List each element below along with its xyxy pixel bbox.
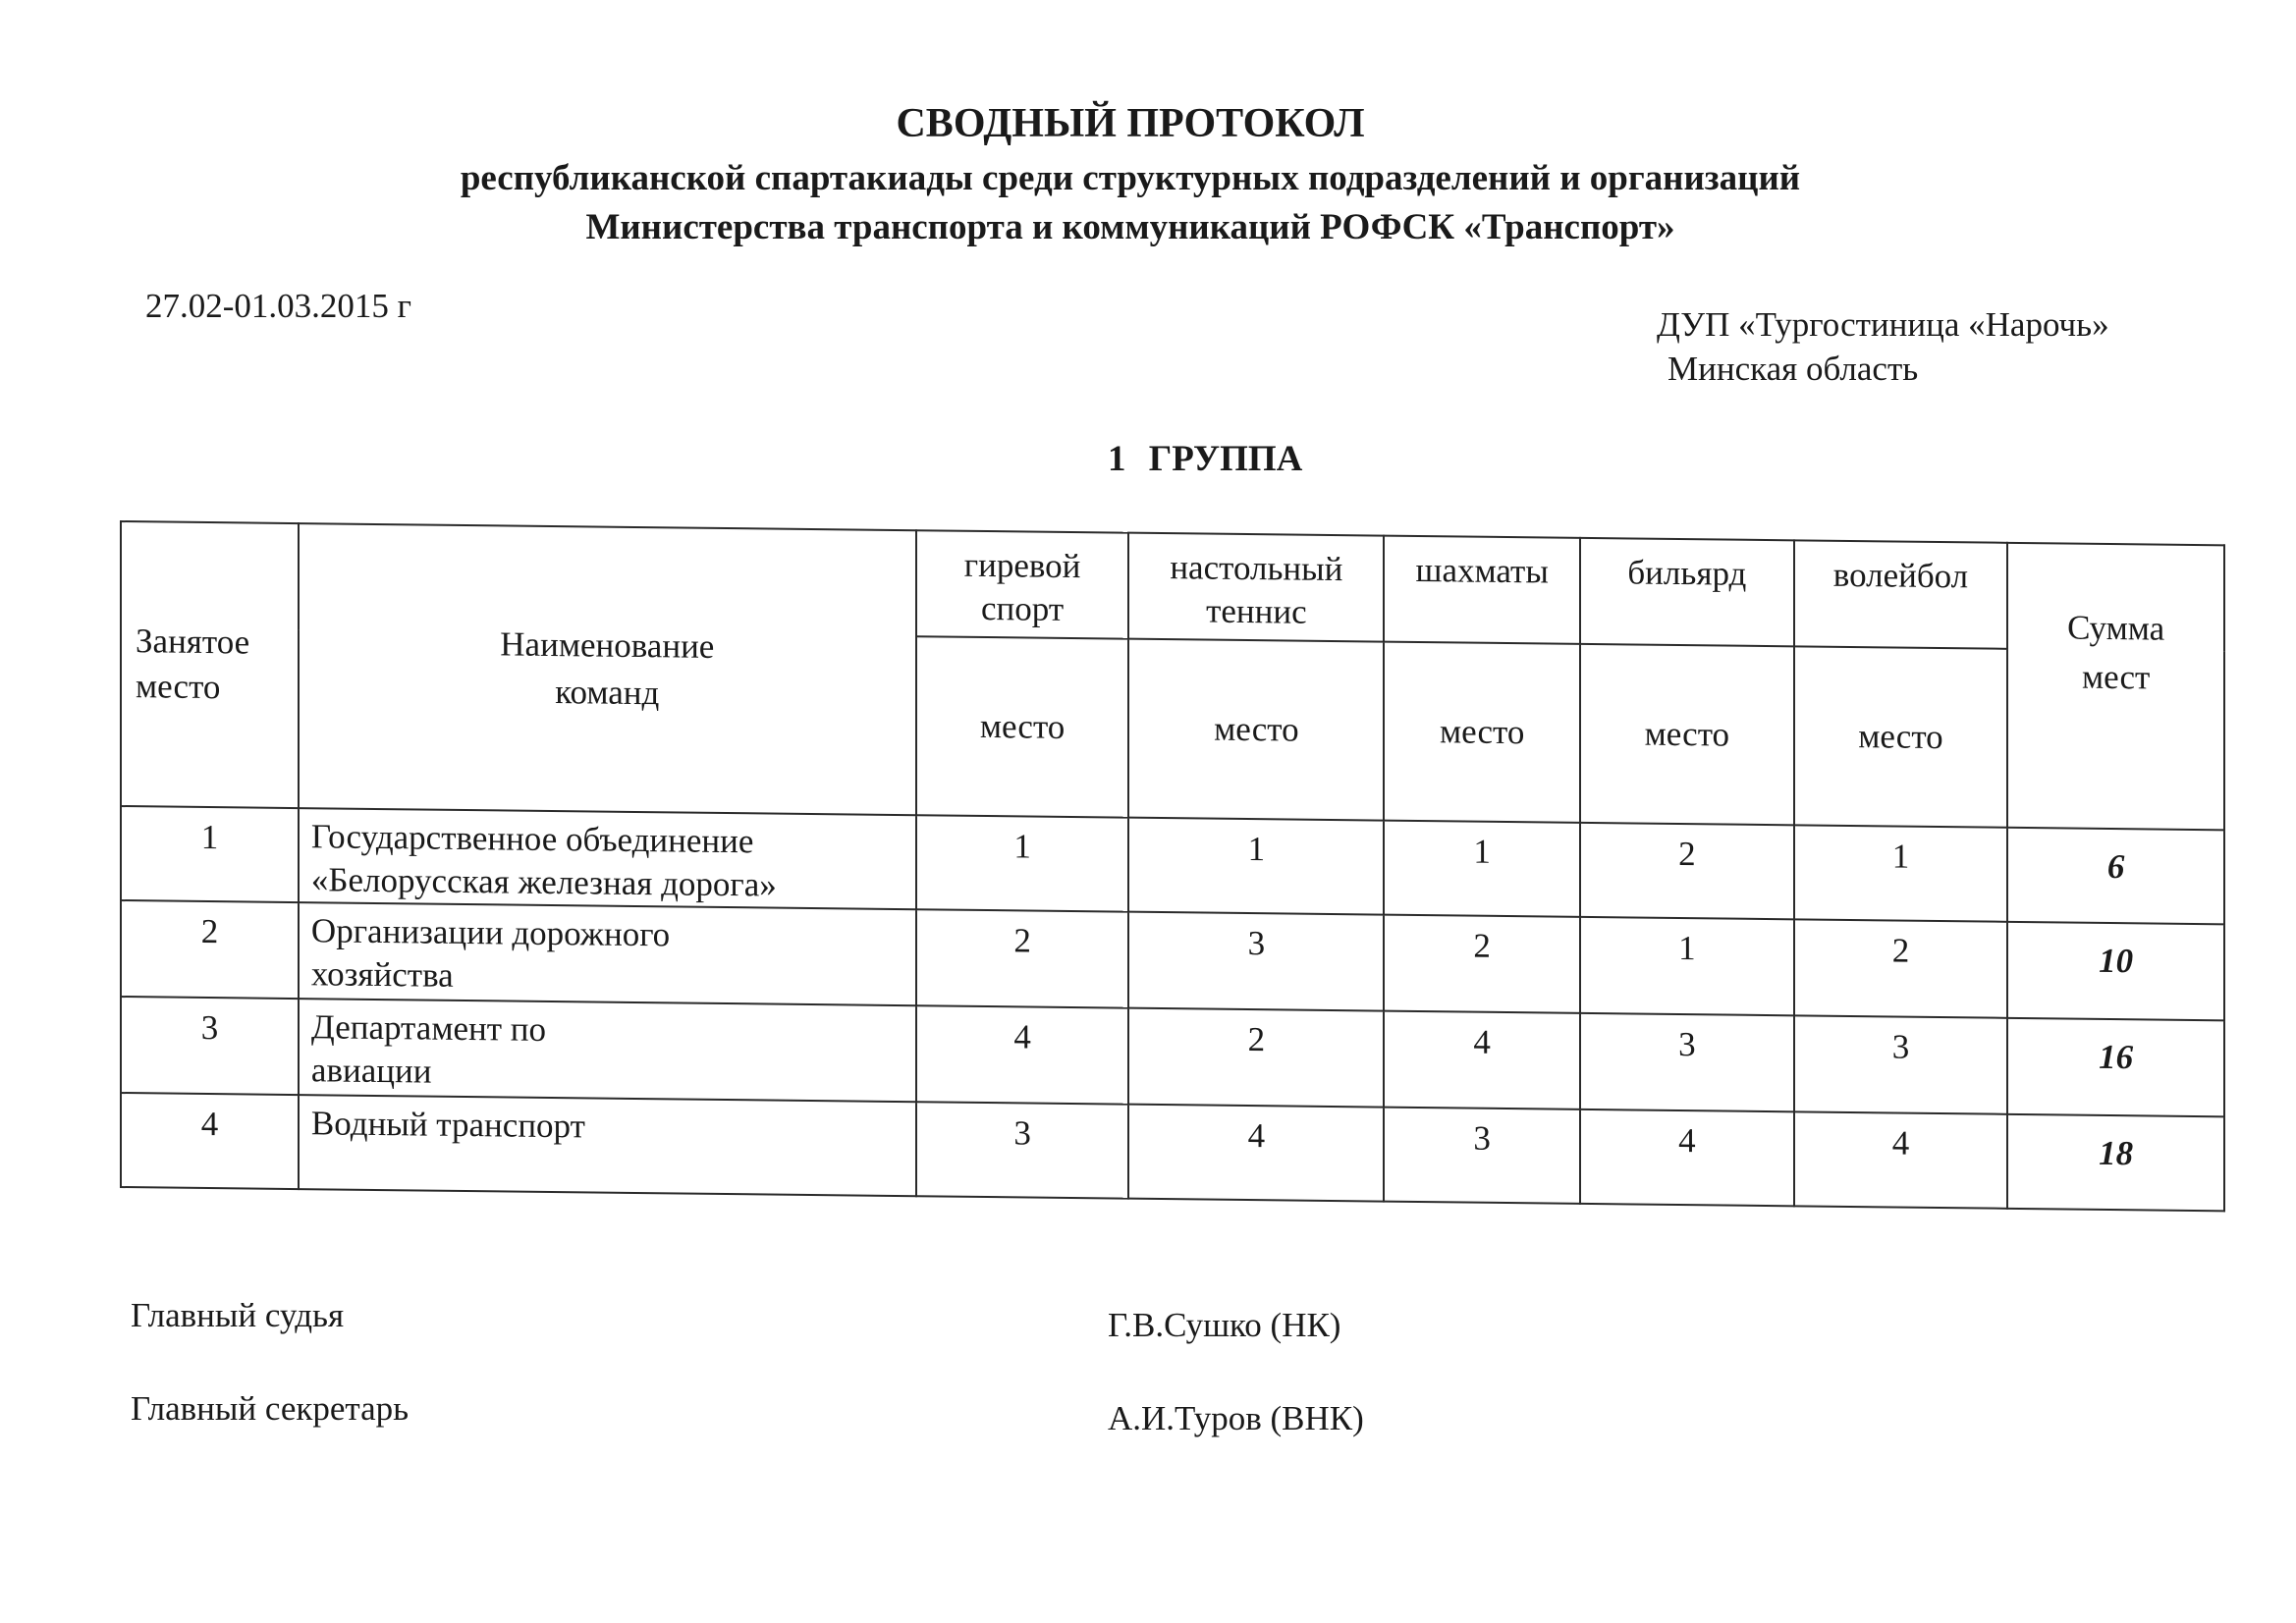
place-subheader: место	[1580, 644, 1794, 825]
row-sport-place: 4	[916, 1005, 1129, 1104]
place-subheader: место	[916, 636, 1129, 817]
place-subheader: место	[1384, 642, 1580, 823]
row-place: 2	[121, 900, 299, 999]
row-sport-place: 4	[1384, 1011, 1580, 1109]
row-sport-place: 1	[1384, 821, 1580, 917]
row-team-name	[299, 999, 916, 1102]
row-sport-place: 3	[1128, 912, 1384, 1011]
row-sport-place: 2	[1794, 919, 2008, 1017]
event-venue: ДУП «Тургостиница «Нарочь»	[1657, 305, 2109, 344]
row-total: 6	[2007, 828, 2224, 925]
row-place: 3	[121, 997, 299, 1095]
row-place: 1	[121, 806, 299, 902]
sport-header	[1580, 538, 1794, 646]
event-date: 27.02-01.03.2015 г	[145, 287, 412, 325]
row-sport-place: 3	[1580, 1013, 1794, 1111]
column-header-team	[299, 523, 916, 815]
sport-header	[1794, 540, 2008, 648]
table-header-row	[121, 521, 2224, 651]
column-header-total-label: Сумма мест	[2067, 608, 2165, 697]
row-team-name	[299, 808, 916, 909]
chief-secretary-name: А.И.Туров (ВНК)	[1108, 1399, 1364, 1437]
row-sport-place: 1	[1794, 825, 2008, 921]
column-header-place	[121, 521, 299, 808]
column-header-team-label: Наименование команд	[500, 624, 715, 713]
row-sport-place: 1	[916, 815, 1129, 911]
row-sport-place: 1	[1128, 818, 1384, 915]
sport-header	[916, 530, 1129, 638]
row-team-name	[299, 1095, 916, 1196]
row-sport-place: 3	[1384, 1108, 1580, 1204]
row-sport-place: 2	[1580, 823, 1794, 919]
row-sport-place: 2	[1128, 1008, 1384, 1108]
row-team-name-text: Водный транспорт	[310, 1104, 585, 1146]
chief-judge-name: Г.В.Сушко (НК)	[1108, 1306, 1341, 1344]
row-sport-place: 1	[1580, 917, 1794, 1015]
place-subheader: место	[1794, 646, 2008, 827]
document-title: СВОДНЫЙ ПРОТОКОЛ	[896, 101, 1365, 146]
row-team-name-text: Департамент по авиации	[310, 1007, 547, 1091]
row-total: 18	[2007, 1114, 2224, 1212]
chief-judge-label: Главный судья	[131, 1296, 345, 1334]
event-region: Минская область	[1667, 350, 1919, 388]
row-sport-place: 2	[1384, 915, 1580, 1013]
sport-header-label: гиревой спорт	[963, 545, 1081, 628]
row-team-name	[299, 902, 916, 1005]
sport-header-label: настольный теннис	[1170, 548, 1343, 631]
sport-header	[1384, 536, 1580, 644]
sport-header-label: бильярд	[1627, 553, 1747, 593]
row-place: 4	[121, 1093, 299, 1189]
row-sport-place: 4	[1128, 1105, 1384, 1202]
group-title: 1 ГРУППА	[1108, 439, 1303, 479]
place-subheader: место	[1128, 639, 1384, 821]
row-team-name-text: Государственное объединение «Белорусская железная дорога»	[310, 817, 777, 904]
row-team-name-text: Организации дорожного хозяйства	[310, 911, 671, 995]
sport-header-label: шахматы	[1415, 550, 1549, 591]
column-header-place-label: Занятое место	[136, 622, 250, 707]
sport-header	[1128, 533, 1384, 642]
row-sport-place: 3	[916, 1102, 1129, 1198]
document-subtitle-line1: республиканской спартакиады среди структурных подразделений и организаций	[460, 158, 1801, 198]
document-subtitle-line2: Министерства транспорта и коммуникаций РОФСК «Транспорт»	[585, 207, 1675, 247]
row-sport-place: 3	[1794, 1015, 2008, 1113]
row-sport-place: 4	[1580, 1109, 1794, 1206]
row-total: 16	[2007, 1018, 2224, 1117]
chief-secretary-label: Главный секретарь	[131, 1389, 410, 1428]
sport-header-label: волейбол	[1832, 555, 1969, 596]
row-sport-place: 2	[916, 909, 1129, 1007]
results-table	[120, 520, 2225, 1212]
row-sport-place: 4	[1794, 1111, 2008, 1208]
column-header-total	[2007, 543, 2224, 831]
row-total: 10	[2007, 922, 2224, 1021]
